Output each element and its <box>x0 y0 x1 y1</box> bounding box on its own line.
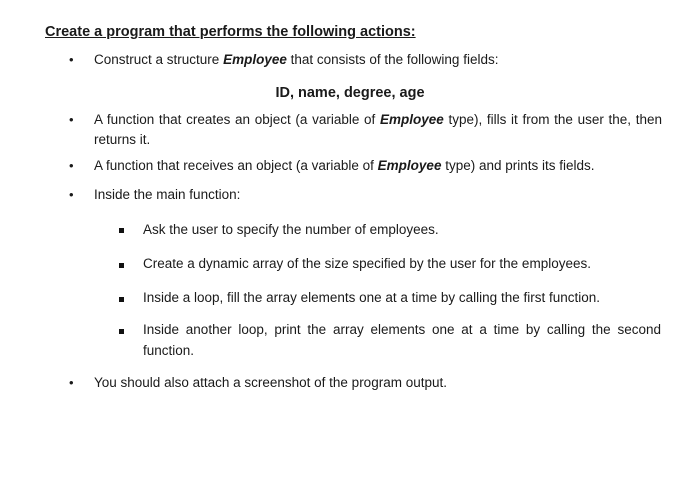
list-item-text: that consists of the following fields: <box>286 52 499 67</box>
sub-item-fill-loop: Inside a loop, fill the array elements one at a time by calling the first function. <box>143 290 600 305</box>
square-bullet-icon <box>119 263 124 268</box>
list-item-main-function: Inside the main function: <box>94 187 241 202</box>
list-item-text: A function that receives an object (a variable of <box>94 158 378 173</box>
list-item-print-function <box>94 156 662 176</box>
sub-item-print-loop: Inside another loop, print the array elements one at a time by calling the second function. <box>143 322 661 358</box>
employee-keyword: Employee <box>223 52 287 67</box>
employee-keyword: Employee <box>377 158 442 173</box>
list-item-text: type), fills it from the user the, then returns it. <box>94 112 662 147</box>
square-bullet-icon <box>119 297 124 302</box>
list-item-screenshot: You should also attach a screenshot of the program output. <box>94 375 447 390</box>
bullet-icon: • <box>69 112 74 127</box>
list-item-text: Construct a structure <box>94 52 224 67</box>
list-item-create-function <box>94 110 662 150</box>
square-bullet-icon <box>119 329 124 334</box>
list-item-text: type) and prints its fields. <box>441 158 595 173</box>
fields-line: ID, name, degree, age <box>275 85 425 101</box>
bullet-icon: • <box>69 375 74 390</box>
list-item-structure <box>94 50 662 70</box>
page-title: Create a program that performs the following actions: <box>45 24 416 40</box>
bullet-icon: • <box>69 158 74 173</box>
employee-keyword: Employee <box>379 112 444 127</box>
bullet-icon: • <box>69 187 74 202</box>
sub-item-dynamic-array: Create a dynamic array of the size specified by the user for the employees. <box>143 256 591 271</box>
sub-item-ask-number: Ask the user to specify the number of employees. <box>143 222 439 237</box>
square-bullet-icon <box>119 228 124 233</box>
list-item-text: A function that creates an object (a variable of <box>94 112 380 127</box>
bullet-icon: • <box>69 52 74 67</box>
